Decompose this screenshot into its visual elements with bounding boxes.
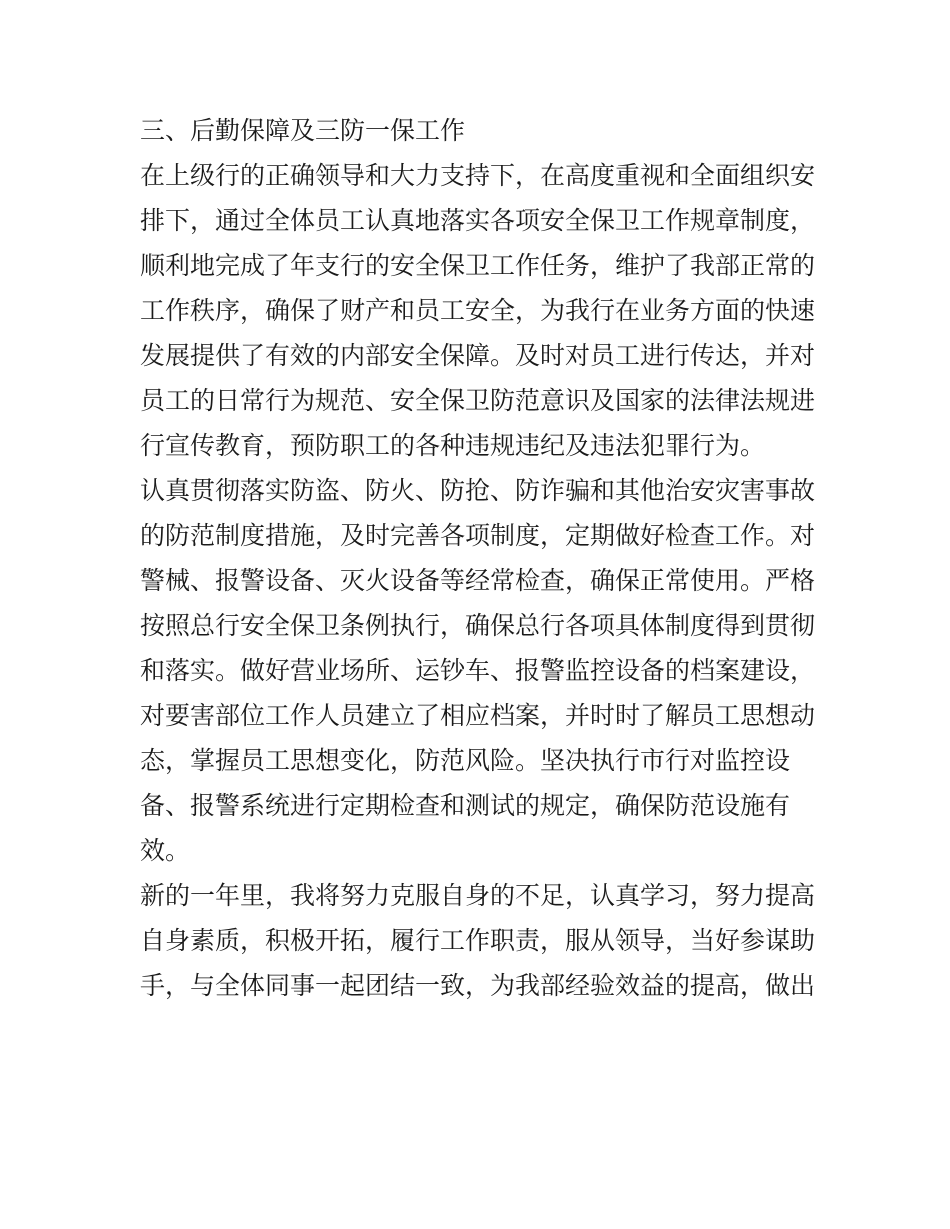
- paragraph-line: 在上级行的正确领导和大力支持下，在高度重视和全面组织安: [140, 161, 816, 190]
- paragraph-1: [140, 153, 820, 468]
- paragraph-line: 的防范制度措施，及时完善各项制度，定期做好检查工作。对: [140, 521, 816, 550]
- paragraph-2: [140, 468, 820, 873]
- paragraph-line: 顺利地完成了年支行的安全保卫工作任务，维护了我部正常的: [140, 251, 816, 280]
- paragraph-line: 行宣传教育，预防职工的各种违规违纪及违法犯罪行为。: [140, 431, 766, 460]
- paragraph-line: 工作秩序，确保了财产和员工安全，为我行在业务方面的快速: [140, 296, 816, 325]
- paragraph-line: 认真贯彻落实防盗、防火、防抢、防诈骗和其他治安灾害事故: [140, 476, 816, 505]
- paragraph-line: 手，与全体同事一起团结一致，为我部经验效益的提高，做出: [140, 971, 816, 1000]
- paragraph-line: 员工的日常行为规范、安全保卫防范意识及国家的法律法规进: [140, 386, 816, 415]
- paragraph-line: 和落实。做好营业场所、运钞车、报警监控设备的档案建设，: [140, 656, 816, 685]
- paragraph-line: 发展提供了有效的内部安全保障。及时对员工进行传达，并对: [140, 341, 816, 370]
- section-heading: 三、后勤保障及三防一保工作: [140, 116, 466, 145]
- paragraph-line: 新的一年里，我将努力克服自身的不足，认真学习，努力提高: [140, 881, 816, 910]
- paragraph-line: 备、报警系统进行定期检查和测试的规定，确保防范设施有: [140, 791, 791, 820]
- paragraph-3: [140, 873, 820, 1008]
- paragraph-line: 态，掌握员工思想变化，防范风险。坚决执行市行对监控设: [140, 746, 791, 775]
- document-body: [140, 108, 820, 1008]
- paragraph-line: 排下，通过全体员工认真地落实各项安全保卫工作规章制度，: [140, 206, 816, 235]
- paragraph-line: 效。: [140, 836, 191, 865]
- paragraph-line: 对要害部位工作人员建立了相应档案，并时时了解员工思想动: [140, 701, 816, 730]
- paragraph-line: 自身素质，积极开拓，履行工作职责，服从领导，当好参谋助: [140, 926, 816, 955]
- paragraph-line: 警械、报警设备、灭火设备等经常检查，确保正常使用。严格: [140, 566, 816, 595]
- paragraph-line: 按照总行安全保卫条例执行，确保总行各项具体制度得到贯彻: [140, 611, 816, 640]
